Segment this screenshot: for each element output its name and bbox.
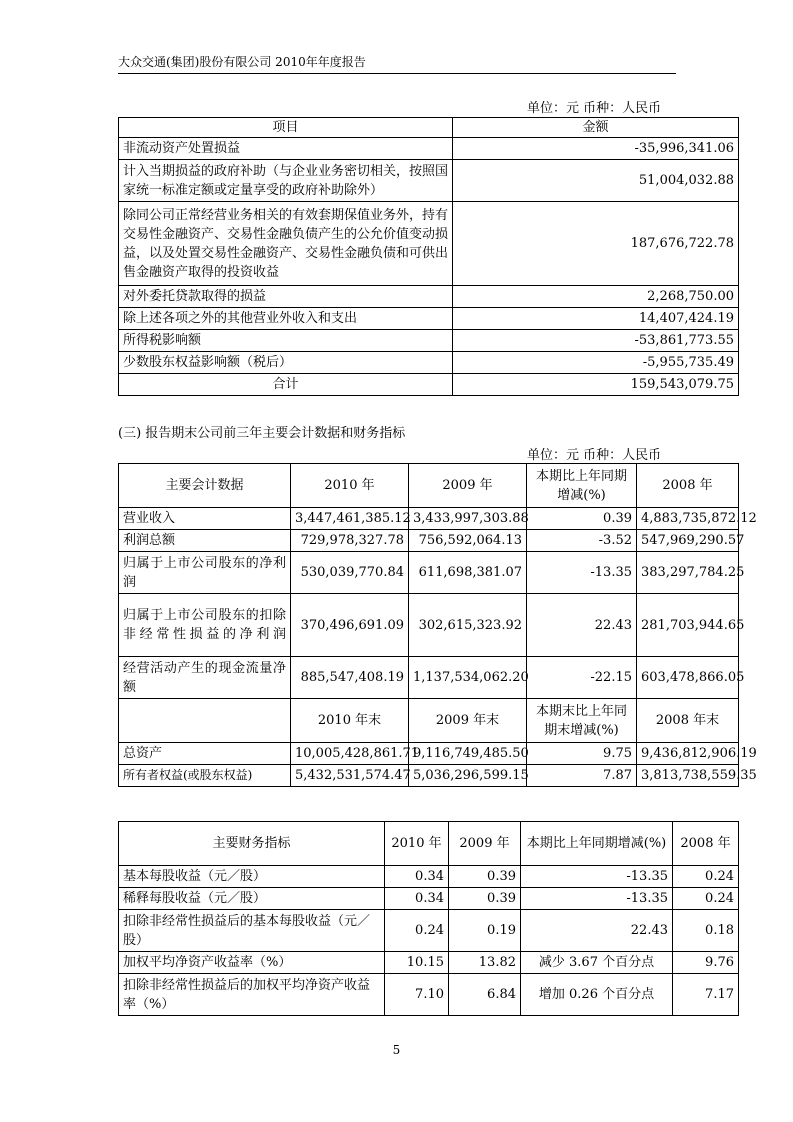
cell-change: 0.39: [527, 508, 637, 530]
table1-unit: 单位：元 币种：人民币: [527, 101, 662, 116]
cell-change: 22.43: [521, 910, 673, 952]
cell-2008: 9.76: [673, 952, 739, 974]
table-header-row: [119, 464, 739, 508]
row-item: 除上述各项之外的其他营业外收入和支出: [119, 308, 453, 330]
cell-2008: 0.18: [673, 910, 739, 952]
table-row: [119, 866, 739, 888]
col-header: 本期比上年同期增减(%): [527, 464, 637, 508]
col-header: 2008 年末: [637, 699, 739, 743]
table-row: [119, 330, 739, 352]
cell-change: 22.43: [527, 594, 637, 657]
cell-2010: 530,039,770.84: [291, 552, 409, 594]
cell-2008: 0.24: [673, 866, 739, 888]
row-label: 稀释每股收益（元／股）: [119, 888, 385, 910]
cell-2010: 729,978,327.78: [291, 530, 409, 552]
table-row: [119, 286, 739, 308]
col-header-amount: 金额: [453, 118, 739, 138]
cell-2009: 611,698,381.07: [409, 552, 527, 594]
table-row: [119, 308, 739, 330]
cell-2009: 0.19: [449, 910, 521, 952]
row-label: 扣除非经常性损益后的加权平均净资产收益率（%）: [119, 974, 385, 1016]
table-row: [119, 888, 739, 910]
table-row: [119, 743, 739, 765]
col-header: 2009 年末: [409, 699, 527, 743]
cell-2009: 9,116,749,485.50: [409, 743, 527, 765]
report-header-title: 大众交通(集团)股份有限公司 2010年年度报告: [118, 55, 366, 69]
table-row: [119, 594, 739, 657]
table-row: [119, 202, 739, 286]
table-row: [119, 657, 739, 699]
row-label: 所有者权益(或股东权益): [119, 765, 291, 787]
cell-2010: 10.15: [385, 952, 449, 974]
row-item: 除同公司正常经营业务相关的有效套期保值业务外，持有交易性金融资产、交易性金融负债产生的公允价值变动损益，以及处置交易性金融资产、交易性金融负债和可供出售金融资产取得的投资收益: [119, 202, 453, 286]
cell-2008: 7.17: [673, 974, 739, 1016]
row-label: 经营活动产生的现金流量净额: [119, 657, 291, 699]
non-recurring-items-table: [118, 117, 739, 396]
table-row: [119, 138, 739, 160]
cell-2009: 0.39: [449, 888, 521, 910]
col-header: 2009 年: [449, 822, 521, 866]
cell-2010: 7.10: [385, 974, 449, 1016]
row-amount: 187,676,722.78: [453, 202, 739, 286]
row-label: 归属于上市公司股东的净利润: [119, 552, 291, 594]
row-item: 非流动资产处置损益: [119, 138, 453, 160]
cell-change: 减少 3.67 个百分点: [521, 952, 673, 974]
row-amount: 14,407,424.19: [453, 308, 739, 330]
cell-2008: 9,436,812,906.19: [637, 743, 739, 765]
row-item: 所得税影响额: [119, 330, 453, 352]
col-header-item: 项目: [119, 118, 453, 138]
col-header: 本期比上年同期增减(%): [521, 822, 673, 866]
col-header: 主要财务指标: [119, 822, 385, 866]
row-label: 扣除非经常性损益后的基本每股收益（元／股）: [119, 910, 385, 952]
table-row: [119, 160, 739, 202]
col-header: 2010 年: [385, 822, 449, 866]
cell-2008: 547,969,290.57: [637, 530, 739, 552]
cell-2009: 13.82: [449, 952, 521, 974]
cell-2009: 5,036,296,599.15: [409, 765, 527, 787]
cell-2008: 603,478,866.05: [637, 657, 739, 699]
cell-2009: 756,592,064.13: [409, 530, 527, 552]
col-header: [119, 699, 291, 743]
cell-change: -3.52: [527, 530, 637, 552]
cell-2008: 0.24: [673, 888, 739, 910]
cell-2010: 3,447,461,385.12: [291, 508, 409, 530]
table-row: [119, 910, 739, 952]
cell-2009: 3,433,997,303.88: [409, 508, 527, 530]
row-amount: 51,004,032.88: [453, 160, 739, 202]
cell-2009: 302,615,323.92: [409, 594, 527, 657]
row-amount: 2,268,750.00: [453, 286, 739, 308]
cell-2010: 0.34: [385, 888, 449, 910]
total-amount: 159,543,079.75: [453, 374, 739, 396]
cell-2010: 885,547,408.19: [291, 657, 409, 699]
table-row: [119, 552, 739, 594]
col-header: 2009 年: [409, 464, 527, 508]
row-label: 基本每股收益（元／股）: [119, 866, 385, 888]
row-amount: -5,955,735.49: [453, 352, 739, 374]
cell-2008: 281,703,944.65: [637, 594, 739, 657]
table-header-row: [119, 118, 739, 138]
section-title: (三) 报告期末公司前三年主要会计数据和财务指标: [118, 426, 406, 441]
row-amount: -35,996,341.06: [453, 138, 739, 160]
col-header: 2010 年: [291, 464, 409, 508]
table-row: [119, 974, 739, 1016]
table-row: [119, 952, 739, 974]
row-item: 对外委托贷款取得的损益: [119, 286, 453, 308]
table-header-row: [119, 822, 739, 866]
table-subheader-row: [119, 699, 739, 743]
cell-2009: 1,137,534,062.20: [409, 657, 527, 699]
financial-indicators-table: [118, 821, 739, 1016]
cell-change: -13.35: [521, 866, 673, 888]
row-label: 总资产: [119, 743, 291, 765]
col-header: 2010 年末: [291, 699, 409, 743]
row-item: 计入当期损益的政府补助（与企业业务密切相关，按照国家统一标准定额或定量享受的政府补助除外）: [119, 160, 453, 202]
row-label: 营业收入: [119, 508, 291, 530]
col-header: 主要会计数据: [119, 464, 291, 508]
page-number: 5: [392, 1043, 401, 1057]
table-row: [119, 352, 739, 374]
cell-2008: 4,883,735,872.12: [637, 508, 739, 530]
cell-change: -13.35: [521, 888, 673, 910]
row-label: 利润总额: [119, 530, 291, 552]
row-item: 少数股东权益影响额（税后）: [119, 352, 453, 374]
cell-change: 7.87: [527, 765, 637, 787]
col-header: 2008 年: [673, 822, 739, 866]
total-label: 合计: [119, 374, 453, 396]
cell-2010: 0.34: [385, 866, 449, 888]
row-label: 归属于上市公司股东的扣除非经常性损益的净利润: [119, 594, 291, 657]
cell-2008: 3,813,738,559.35: [637, 765, 739, 787]
cell-2010: 5,432,531,574.47: [291, 765, 409, 787]
cell-2010: 0.24: [385, 910, 449, 952]
row-amount: -53,861,773.55: [453, 330, 739, 352]
cell-change: 9.75: [527, 743, 637, 765]
cell-2009: 0.39: [449, 866, 521, 888]
table-total-row: [119, 374, 739, 396]
col-header: 2008 年: [637, 464, 739, 508]
col-header: 本期末比上年同期末增减(%): [527, 699, 637, 743]
table-row: [119, 508, 739, 530]
cell-2010: 370,496,691.09: [291, 594, 409, 657]
accounting-data-table: [118, 463, 757, 787]
cell-2008: 383,297,784.25: [637, 552, 739, 594]
table-row: [119, 765, 739, 787]
row-label: 加权平均净资产收益率（%）: [119, 952, 385, 974]
table-row: [119, 530, 739, 552]
header-rule: [118, 73, 676, 74]
table2-unit: 单位：元 币种：人民币: [527, 448, 662, 463]
cell-change: 增加 0.26 个百分点: [521, 974, 673, 1016]
cell-2009: 6.84: [449, 974, 521, 1016]
cell-2010: 10,005,428,861.71: [291, 743, 409, 765]
cell-change: -22.15: [527, 657, 637, 699]
cell-change: -13.35: [527, 552, 637, 594]
